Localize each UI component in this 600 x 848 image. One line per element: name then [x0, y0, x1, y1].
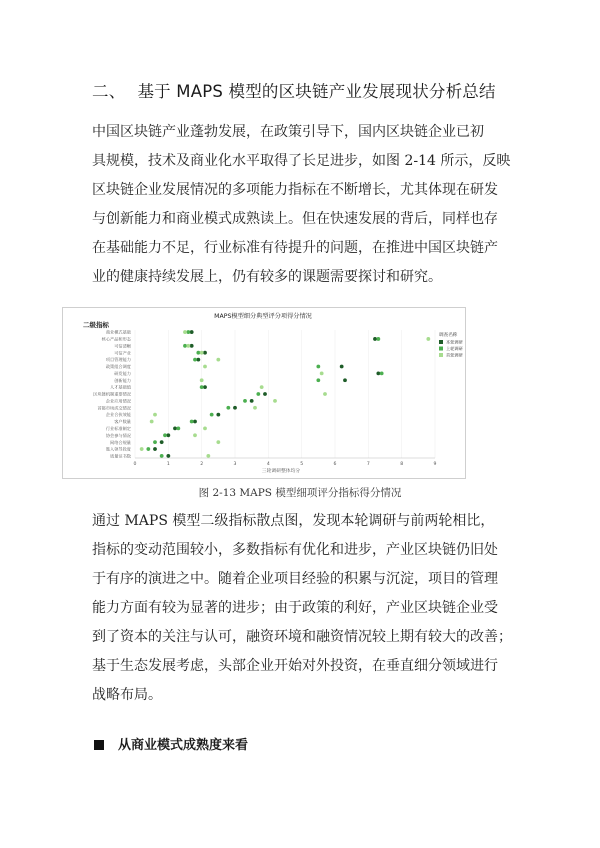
category-label: 创新能力 [114, 377, 131, 383]
figure-caption: 图 2-13 MAPS 模型细项评分指标得分情况 [198, 487, 402, 499]
data-point [273, 399, 277, 403]
category-label: 首都市场成交情况 [97, 405, 131, 411]
chart-title: MAPS模型细分典型评分项得分情况 [214, 313, 312, 320]
data-point [320, 371, 324, 375]
data-point [190, 420, 194, 424]
data-point [196, 351, 200, 355]
category-label: 企业应用情况 [105, 398, 131, 404]
data-point [376, 337, 380, 341]
data-point [186, 330, 190, 334]
paragraph-2-line: 战略布局。 [92, 687, 162, 703]
category-label: 商业模式基础 [105, 329, 131, 335]
data-point [253, 406, 257, 410]
x-tick-labels [134, 461, 437, 467]
category-label: 网络合规量 [110, 439, 131, 445]
data-point [153, 440, 157, 444]
legend-label: 首轮调研 [446, 352, 463, 358]
data-point [190, 344, 194, 348]
category-label: 可信产业 [114, 350, 131, 356]
category-label: 政策组合调度 [105, 364, 131, 370]
data-point [183, 330, 187, 334]
data-point [316, 378, 320, 382]
data-point [200, 378, 204, 382]
data-point [200, 351, 204, 355]
data-point [173, 427, 177, 431]
x-tick-label: 8 [400, 462, 404, 467]
data-point [200, 385, 204, 389]
data-point [316, 365, 320, 369]
data-point [193, 433, 197, 437]
x-tick-label: 9 [433, 462, 437, 467]
data-point [343, 378, 347, 382]
data-point [233, 406, 237, 410]
data-point [166, 454, 170, 458]
x-tick-label: 7 [366, 462, 370, 467]
category-label: 行业标准制定 [105, 426, 131, 432]
category-label: 区块链机制重要情况 [93, 391, 131, 397]
scatter-chart [62, 307, 466, 479]
data-point [206, 454, 210, 458]
data-point [186, 344, 190, 348]
section-heading [92, 78, 496, 102]
paragraph-1-line: 在基础能力不足，行业标准有待提升的问题，在推进中国区块链产 [92, 240, 498, 256]
legend-title: 调查名称 [439, 333, 458, 338]
category-label: 人才基础值 [110, 384, 131, 390]
data-point [190, 330, 194, 334]
data-point [256, 392, 260, 396]
x-tick-label: 3 [233, 462, 237, 467]
legend-swatch [439, 340, 443, 344]
data-point [373, 337, 377, 341]
subheading-text: 从商业模式成熟度来看 [118, 738, 249, 753]
category-label: 可信清晰 [114, 343, 131, 349]
data-point [323, 392, 327, 396]
category-labels [93, 329, 132, 460]
data-point [203, 365, 207, 369]
x-tick-label: 0 [133, 462, 137, 467]
y-axis-title: 二级指标 [83, 321, 109, 329]
scatter-chart-svg [63, 308, 465, 478]
paragraph-1-line: 与创新能力和商业模式成熟读上。但在快速发展的背后，同样也存 [92, 211, 498, 227]
x-tick-label: 6 [333, 462, 337, 467]
data-point [146, 447, 150, 451]
x-tick-label: 5 [300, 462, 304, 467]
x-tick-label: 2 [200, 462, 204, 467]
data-point [193, 420, 197, 424]
data-point [263, 392, 267, 396]
paragraph-2-line: 到了资本的关注与认可，融资环境和融资情况较上期有较大的改善； [92, 629, 512, 645]
category-label: 质量证书数 [110, 453, 131, 459]
legend-swatch [439, 347, 443, 351]
data-point [203, 385, 207, 389]
data-point [210, 413, 214, 417]
category-label: 协会参与情况 [105, 432, 131, 438]
data-point [216, 413, 220, 417]
square-bullet-icon [94, 740, 104, 750]
data-point [150, 420, 154, 424]
data-point [216, 358, 220, 362]
data-point [203, 351, 207, 355]
category-label: 核心产品和形态 [101, 336, 131, 342]
paragraph-2-line: 于有序的演进之中。随着企业项目经验的积累与沉淀，项目的管理 [92, 571, 498, 587]
data-point [196, 358, 200, 362]
data-point [176, 427, 180, 431]
paragraph-2-line: 基于生态发展考虑，头部企业开始对外投资，在垂直细分领域进行 [92, 658, 498, 674]
data-point [380, 371, 384, 375]
paragraph-1-line: 区块链企业发展情况的多项能力指标在不断增长，尤其体现在研发 [92, 182, 498, 198]
category-label: 企业合伙效能 [105, 412, 131, 418]
data-point [226, 406, 230, 410]
data-point [426, 337, 430, 341]
data-point [160, 440, 164, 444]
section-number: 二、 [92, 82, 126, 101]
category-label: 研发能力 [114, 370, 131, 376]
data-points [140, 330, 430, 458]
data-point [140, 447, 144, 451]
data-point [153, 413, 157, 417]
paragraph-2-line: 通过 MAPS 模型二级指标散点图，发现本轮调研与前两轮相比， [92, 513, 495, 529]
x-tick-label: 1 [166, 462, 170, 467]
data-point [243, 399, 247, 403]
paragraph-2-line: 指标的变动范围较小，多数指标有优化和进步，产业区块链仍旧处 [92, 542, 498, 558]
data-point [166, 433, 170, 437]
category-label: 项目管理能力 [105, 357, 131, 363]
data-point [376, 371, 380, 375]
data-point [340, 365, 344, 369]
data-point [193, 358, 197, 362]
data-point [203, 427, 207, 431]
paragraph-2 [92, 507, 512, 710]
paragraph-1-line: 业的健康持续发展上，仍有较多的课题需要探讨和研究。 [92, 269, 442, 285]
data-point [160, 454, 164, 458]
category-label: 進入领导段度 [105, 446, 131, 452]
chart-grid [135, 330, 435, 458]
data-point [260, 385, 264, 389]
legend-label: 本轮调研 [446, 339, 463, 345]
paragraph-2-line: 能力方面有较为显著的进步；由于政策的利好，产业区块链企业受 [92, 600, 498, 616]
legend-swatch [439, 353, 443, 357]
section-title: 基于 MAPS 模型的区块链产业发展现状分析总结 [137, 82, 496, 101]
paragraph-1-line: 中国区块链产业蓬勃发展，在政策引导下，国内区块链企业已初 [92, 124, 484, 140]
category-label: 客户数量 [114, 419, 131, 425]
x-axis-label: 三轮调研整体均分 [261, 469, 301, 474]
data-point [183, 344, 187, 348]
paragraph-1-line: 具规模，技术及商业化水平取得了长足进步，如图 2-14 所示，反映 [92, 153, 511, 169]
legend-label: 上轮调研 [446, 346, 463, 351]
data-point [250, 399, 254, 403]
paragraph-1 [92, 118, 512, 292]
subheading [94, 734, 248, 753]
data-point [216, 440, 220, 444]
data-point [163, 433, 167, 437]
chart-legend [439, 331, 464, 359]
x-tick-label: 4 [266, 462, 270, 467]
data-point [153, 447, 157, 451]
